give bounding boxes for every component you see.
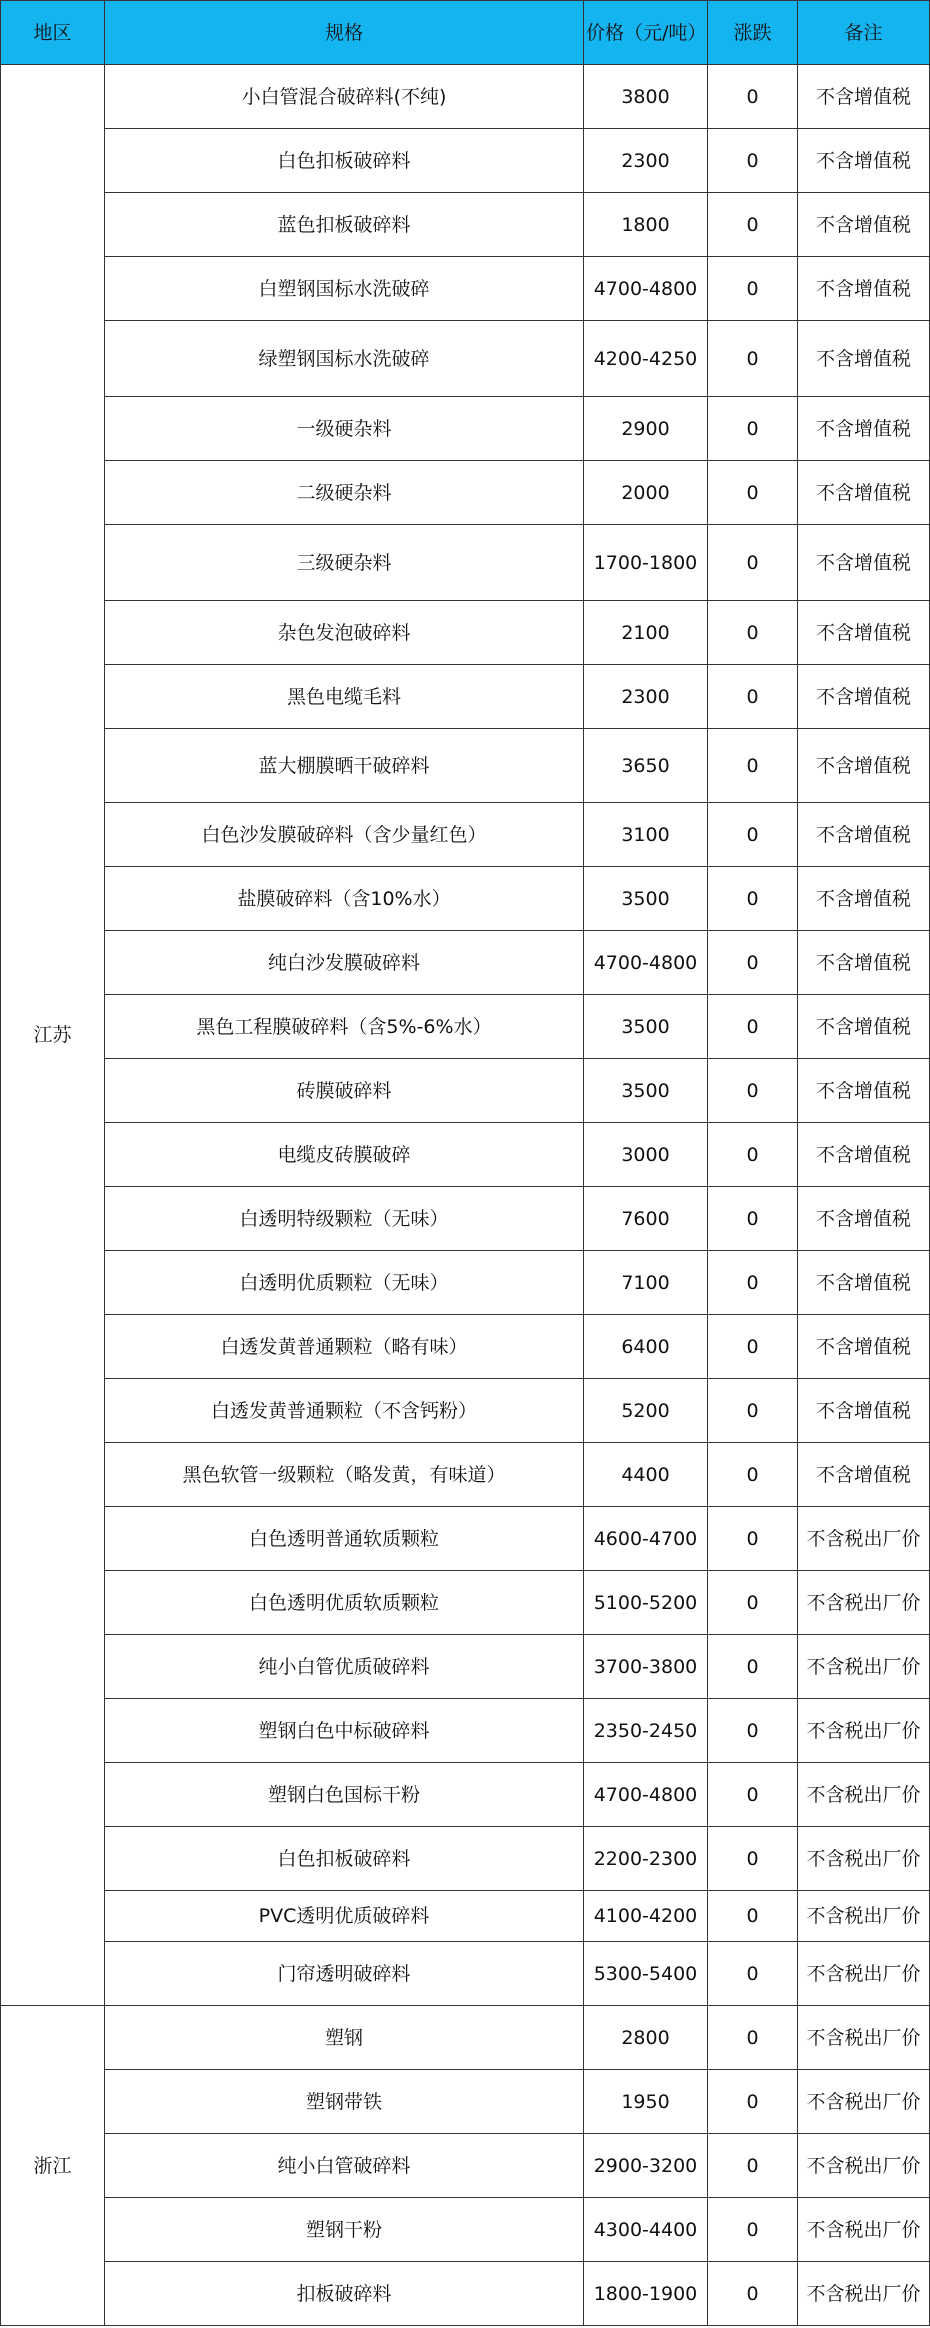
- note-cell: 不含增值税: [798, 257, 930, 321]
- spec-cell: 纯小白管优质破碎料: [105, 1635, 584, 1699]
- note-cell: 不含增值税: [798, 193, 930, 257]
- change-cell: 0: [708, 397, 798, 461]
- note-cell: 不含增值税: [798, 1443, 930, 1507]
- table-row: [1, 1942, 930, 2006]
- change-cell: 0: [708, 1763, 798, 1827]
- header-row: [1, 1, 930, 65]
- price-cell: 4300-4400: [584, 2198, 708, 2262]
- change-cell: 0: [708, 803, 798, 867]
- note-cell: 不含增值税: [798, 1251, 930, 1315]
- table-row: [1, 1379, 930, 1443]
- spec-cell: 杂色发泡破碎料: [105, 601, 584, 665]
- spec-cell: 蓝大棚膜晒干破碎料: [105, 729, 584, 803]
- price-cell: 1800-1900: [584, 2262, 708, 2326]
- change-cell: 0: [708, 867, 798, 931]
- price-cell: 3650: [584, 729, 708, 803]
- change-cell: 0: [708, 193, 798, 257]
- change-cell: 0: [708, 1187, 798, 1251]
- table-row: [1, 1059, 930, 1123]
- price-cell: 1700-1800: [584, 525, 708, 601]
- region-cell: 江苏: [1, 65, 105, 2006]
- header-change: 涨跌: [708, 1, 798, 65]
- note-cell: 不含增值税: [798, 803, 930, 867]
- price-cell: 4200-4250: [584, 321, 708, 397]
- change-cell: 0: [708, 2070, 798, 2134]
- change-cell: 0: [708, 65, 798, 129]
- note-cell: 不含税出厂价: [798, 1891, 930, 1942]
- price-cell: 4100-4200: [584, 1891, 708, 1942]
- price-cell: 2900-3200: [584, 2134, 708, 2198]
- table-row: [1, 65, 930, 129]
- spec-cell: 绿塑钢国标水洗破碎: [105, 321, 584, 397]
- spec-cell: 塑钢干粉: [105, 2198, 584, 2262]
- price-cell: 7600: [584, 1187, 708, 1251]
- table-row: [1, 1891, 930, 1942]
- price-cell: 3700-3800: [584, 1635, 708, 1699]
- spec-cell: 黑色电缆毛料: [105, 665, 584, 729]
- spec-cell: 门帘透明破碎料: [105, 1942, 584, 2006]
- spec-cell: 塑钢白色国标干粉: [105, 1763, 584, 1827]
- spec-cell: 白色扣板破碎料: [105, 129, 584, 193]
- spec-cell: 小白管混合破碎料(不纯): [105, 65, 584, 129]
- note-cell: 不含税出厂价: [798, 1507, 930, 1571]
- note-cell: 不含增值税: [798, 867, 930, 931]
- price-cell: 2800: [584, 2006, 708, 2070]
- spec-cell: PVC透明优质破碎料: [105, 1891, 584, 1942]
- table-row: [1, 1123, 930, 1187]
- note-cell: 不含税出厂价: [798, 1635, 930, 1699]
- change-cell: 0: [708, 2006, 798, 2070]
- table-row: [1, 665, 930, 729]
- change-cell: 0: [708, 257, 798, 321]
- change-cell: 0: [708, 1942, 798, 2006]
- table-row: [1, 525, 930, 601]
- table-row: [1, 2070, 930, 2134]
- note-cell: 不含增值税: [798, 729, 930, 803]
- change-cell: 0: [708, 931, 798, 995]
- note-cell: 不含税出厂价: [798, 2006, 930, 2070]
- table-row: [1, 1827, 930, 1891]
- change-cell: 0: [708, 2134, 798, 2198]
- note-cell: 不含税出厂价: [798, 1763, 930, 1827]
- price-cell: 2200-2300: [584, 1827, 708, 1891]
- table-row: [1, 995, 930, 1059]
- spec-cell: 白透发黄普通颗粒（不含钙粉）: [105, 1379, 584, 1443]
- table-row: [1, 1699, 930, 1763]
- note-cell: 不含税出厂价: [798, 1827, 930, 1891]
- spec-cell: 白色透明优质软质颗粒: [105, 1571, 584, 1635]
- price-cell: 4600-4700: [584, 1507, 708, 1571]
- spec-cell: 砖膜破碎料: [105, 1059, 584, 1123]
- price-cell: 4700-4800: [584, 257, 708, 321]
- price-cell: 5300-5400: [584, 1942, 708, 2006]
- table-row: [1, 729, 930, 803]
- change-cell: 0: [708, 1507, 798, 1571]
- region-cell: 浙江: [1, 2006, 105, 2326]
- table-row: [1, 321, 930, 397]
- spec-cell: 黑色工程膜破碎料（含5%-6%水）: [105, 995, 584, 1059]
- note-cell: 不含增值税: [798, 129, 930, 193]
- price-cell: 5200: [584, 1379, 708, 1443]
- change-cell: 0: [708, 129, 798, 193]
- note-cell: 不含税出厂价: [798, 2198, 930, 2262]
- note-cell: 不含税出厂价: [798, 1571, 930, 1635]
- table-row: [1, 2198, 930, 2262]
- note-cell: 不含增值税: [798, 601, 930, 665]
- spec-cell: 纯白沙发膜破碎料: [105, 931, 584, 995]
- header-note: 备注: [798, 1, 930, 65]
- spec-cell: 黑色软管一级颗粒（略发黄，有味道）: [105, 1443, 584, 1507]
- change-cell: 0: [708, 2198, 798, 2262]
- note-cell: 不含增值税: [798, 397, 930, 461]
- price-cell: 4700-4800: [584, 931, 708, 995]
- change-cell: 0: [708, 729, 798, 803]
- table-row: [1, 257, 930, 321]
- spec-cell: 塑钢带铁: [105, 2070, 584, 2134]
- price-cell: 7100: [584, 1251, 708, 1315]
- change-cell: 0: [708, 1699, 798, 1763]
- note-cell: 不含税出厂价: [798, 1699, 930, 1763]
- header-price: 价格（元/吨）: [584, 1, 708, 65]
- note-cell: 不含税出厂价: [798, 2134, 930, 2198]
- spec-cell: 二级硬杂料: [105, 461, 584, 525]
- table-row: [1, 931, 930, 995]
- spec-cell: 白色透明普通软质颗粒: [105, 1507, 584, 1571]
- price-cell: 3500: [584, 1059, 708, 1123]
- spec-cell: 扣板破碎料: [105, 2262, 584, 2326]
- price-cell: 4400: [584, 1443, 708, 1507]
- change-cell: 0: [708, 1571, 798, 1635]
- price-cell: 2000: [584, 461, 708, 525]
- price-cell: 3500: [584, 867, 708, 931]
- spec-cell: 白透明特级颗粒（无味）: [105, 1187, 584, 1251]
- table-row: [1, 2006, 930, 2070]
- header-spec: 规格: [105, 1, 584, 65]
- spec-cell: 白色扣板破碎料: [105, 1827, 584, 1891]
- spec-cell: 电缆皮砖膜破碎: [105, 1123, 584, 1187]
- price-cell: 3800: [584, 65, 708, 129]
- change-cell: 0: [708, 2262, 798, 2326]
- change-cell: 0: [708, 1123, 798, 1187]
- note-cell: 不含增值税: [798, 65, 930, 129]
- price-cell: 1950: [584, 2070, 708, 2134]
- price-cell: 6400: [584, 1315, 708, 1379]
- table-row: [1, 129, 930, 193]
- change-cell: 0: [708, 1827, 798, 1891]
- note-cell: 不含增值税: [798, 1123, 930, 1187]
- table-row: [1, 1443, 930, 1507]
- price-cell: 4700-4800: [584, 1763, 708, 1827]
- table-body: [1, 65, 930, 2326]
- change-cell: 0: [708, 1379, 798, 1443]
- change-cell: 0: [708, 665, 798, 729]
- note-cell: 不含税出厂价: [798, 2262, 930, 2326]
- change-cell: 0: [708, 601, 798, 665]
- table-row: [1, 803, 930, 867]
- price-cell: 2350-2450: [584, 1699, 708, 1763]
- spec-cell: 盐膜破碎料（含10%水）: [105, 867, 584, 931]
- note-cell: 不含增值税: [798, 665, 930, 729]
- spec-cell: 一级硬杂料: [105, 397, 584, 461]
- note-cell: 不含增值税: [798, 1059, 930, 1123]
- change-cell: 0: [708, 1251, 798, 1315]
- price-cell: 2900: [584, 397, 708, 461]
- note-cell: 不含增值税: [798, 461, 930, 525]
- price-cell: 2300: [584, 665, 708, 729]
- note-cell: 不含增值税: [798, 995, 930, 1059]
- table-row: [1, 1507, 930, 1571]
- spec-cell: 塑钢: [105, 2006, 584, 2070]
- note-cell: 不含增值税: [798, 1315, 930, 1379]
- price-cell: 2300: [584, 129, 708, 193]
- table-row: [1, 1763, 930, 1827]
- table-row: [1, 461, 930, 525]
- price-cell: 2100: [584, 601, 708, 665]
- change-cell: 0: [708, 1443, 798, 1507]
- note-cell: 不含增值税: [798, 525, 930, 601]
- price-cell: 1800: [584, 193, 708, 257]
- table-row: [1, 1571, 930, 1635]
- table-row: [1, 193, 930, 257]
- note-cell: 不含增值税: [798, 1187, 930, 1251]
- spec-cell: 白透明优质颗粒（无味）: [105, 1251, 584, 1315]
- change-cell: 0: [708, 1635, 798, 1699]
- table-row: [1, 1251, 930, 1315]
- spec-cell: 纯小白管破碎料: [105, 2134, 584, 2198]
- table-row: [1, 867, 930, 931]
- spec-cell: 塑钢白色中标破碎料: [105, 1699, 584, 1763]
- table-row: [1, 2134, 930, 2198]
- change-cell: 0: [708, 1891, 798, 1942]
- table-row: [1, 1635, 930, 1699]
- spec-cell: 白塑钢国标水洗破碎: [105, 257, 584, 321]
- spec-cell: 白色沙发膜破碎料（含少量红色）: [105, 803, 584, 867]
- change-cell: 0: [708, 1315, 798, 1379]
- table-row: [1, 1187, 930, 1251]
- note-cell: 不含税出厂价: [798, 2070, 930, 2134]
- change-cell: 0: [708, 461, 798, 525]
- spec-cell: 白透发黄普通颗粒（略有味）: [105, 1315, 584, 1379]
- table-row: [1, 601, 930, 665]
- spec-cell: 三级硬杂料: [105, 525, 584, 601]
- spec-cell: 蓝色扣板破碎料: [105, 193, 584, 257]
- change-cell: 0: [708, 995, 798, 1059]
- change-cell: 0: [708, 525, 798, 601]
- table-row: [1, 1315, 930, 1379]
- price-cell: 3000: [584, 1123, 708, 1187]
- note-cell: 不含税出厂价: [798, 1942, 930, 2006]
- note-cell: 不含增值税: [798, 321, 930, 397]
- change-cell: 0: [708, 1059, 798, 1123]
- header-region: 地区: [1, 1, 105, 65]
- price-cell: 3100: [584, 803, 708, 867]
- table-row: [1, 2262, 930, 2326]
- table-row: [1, 397, 930, 461]
- note-cell: 不含增值税: [798, 931, 930, 995]
- price-cell: 5100-5200: [584, 1571, 708, 1635]
- price-cell: 3500: [584, 995, 708, 1059]
- note-cell: 不含增值税: [798, 1379, 930, 1443]
- change-cell: 0: [708, 321, 798, 397]
